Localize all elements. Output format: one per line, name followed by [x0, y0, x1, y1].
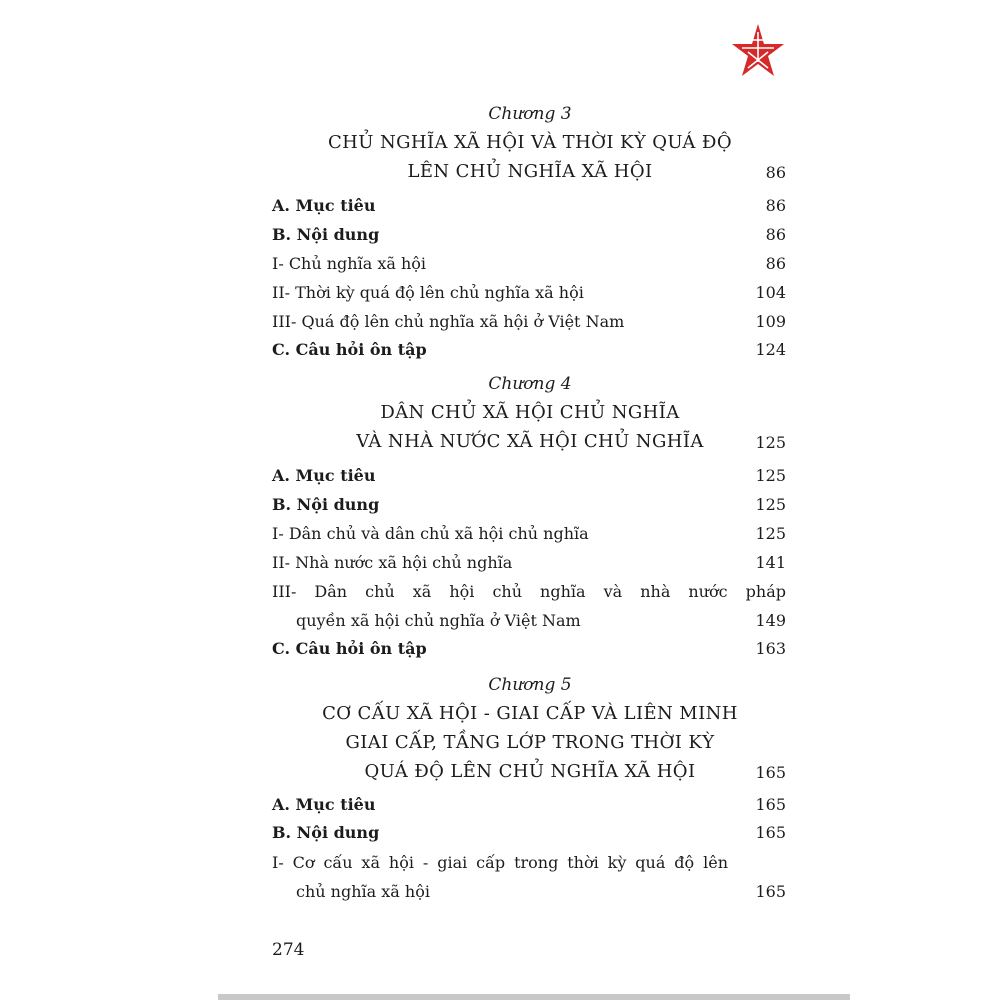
chapter-title-line: CHỦ NGHĨA XÃ HỘI VÀ THỜI KỲ QUÁ ĐỘ — [327, 132, 733, 153]
toc-page-number: 125 — [755, 466, 786, 485]
toc-entry[interactable]: A. Mục tiêu — [272, 795, 376, 814]
chapter-title-line: GIAI CẤP, TẦNG LỚP TRONG THỜI KỲ — [345, 732, 715, 753]
toc-entry-continuation[interactable]: chủ nghĩa xã hội — [296, 882, 430, 901]
chapter-title-line: LÊN CHỦ NGHĨA XÃ HỘI — [407, 161, 653, 182]
toc-page-number: 165 — [755, 795, 786, 814]
toc-page-number: 86 — [765, 254, 786, 273]
toc-entry[interactable]: B. Nội dung — [272, 225, 380, 244]
footer-page-number: 274 — [272, 940, 305, 960]
toc-entry[interactable]: I- Cơ cấu xã hội - giai cấp trong thời kỳ quá độ lên — [272, 853, 728, 872]
chapter-page-number: 125 — [755, 433, 786, 452]
toc-entry[interactable]: C. Câu hỏi ôn tập — [272, 340, 427, 359]
toc-entry[interactable]: A. Mục tiêu — [272, 196, 376, 215]
chapter-page-number: 165 — [755, 763, 786, 782]
toc-page-number: 125 — [755, 495, 786, 514]
toc-entry-continuation[interactable]: quyền xã hội chủ nghĩa ở Việt Nam — [296, 611, 581, 630]
toc-entry[interactable]: III- Quá độ lên chủ nghĩa xã hội ở Việt Nam — [272, 312, 625, 331]
toc-entry[interactable]: B. Nội dung — [272, 823, 380, 842]
toc-page-number: 104 — [755, 283, 786, 302]
toc-page-number: 109 — [755, 312, 786, 331]
toc-page-number: 86 — [765, 196, 786, 215]
toc-entry[interactable]: B. Nội dung — [272, 495, 380, 514]
chapter-title-line: VÀ NHÀ NƯỚC XÃ HỘI CHỦ NGHĨA — [356, 431, 704, 452]
toc-page-number: 163 — [755, 639, 786, 658]
toc-entry[interactable]: II- Nhà nước xã hội chủ nghĩa — [272, 553, 513, 572]
toc-entry[interactable]: II- Thời kỳ quá độ lên chủ nghĩa xã hội — [272, 283, 584, 302]
toc-entry[interactable]: I- Chủ nghĩa xã hội — [272, 254, 427, 273]
toc-page-number: 86 — [765, 225, 786, 244]
toc-page-number: 165 — [755, 882, 786, 901]
toc-entry[interactable]: C. Câu hỏi ôn tập — [272, 639, 427, 658]
chapter-label: Chương 4 — [488, 374, 572, 394]
bottom-divider — [218, 994, 850, 1000]
chapter-page-number: 86 — [765, 163, 786, 182]
toc-entry[interactable]: A. Mục tiêu — [272, 466, 376, 485]
chapter-label: Chương 3 — [488, 104, 572, 124]
red-star-logo-icon — [728, 22, 788, 82]
chapter-label: Chương 5 — [488, 675, 572, 695]
toc-entry[interactable]: III- Dân chủ xã hội chủ nghĩa và nhà nước pháp — [272, 582, 786, 601]
toc-page-number: 149 — [755, 611, 786, 630]
toc-entry[interactable]: I- Dân chủ và dân chủ xã hội chủ nghĩa — [272, 524, 589, 543]
toc-page-number: 165 — [755, 823, 786, 842]
chapter-title-line: CƠ CẤU XÃ HỘI - GIAI CẤP VÀ LIÊN MINH — [322, 703, 738, 724]
toc-page-number: 141 — [755, 553, 786, 572]
toc-page-number: 124 — [755, 340, 786, 359]
toc-page-number: 125 — [755, 524, 786, 543]
chapter-title-line: QUÁ ĐỘ LÊN CHỦ NGHĨA XÃ HỘI — [364, 761, 696, 782]
chapter-title-line: DÂN CHỦ XÃ HỘI CHỦ NGHĨA — [380, 402, 680, 423]
